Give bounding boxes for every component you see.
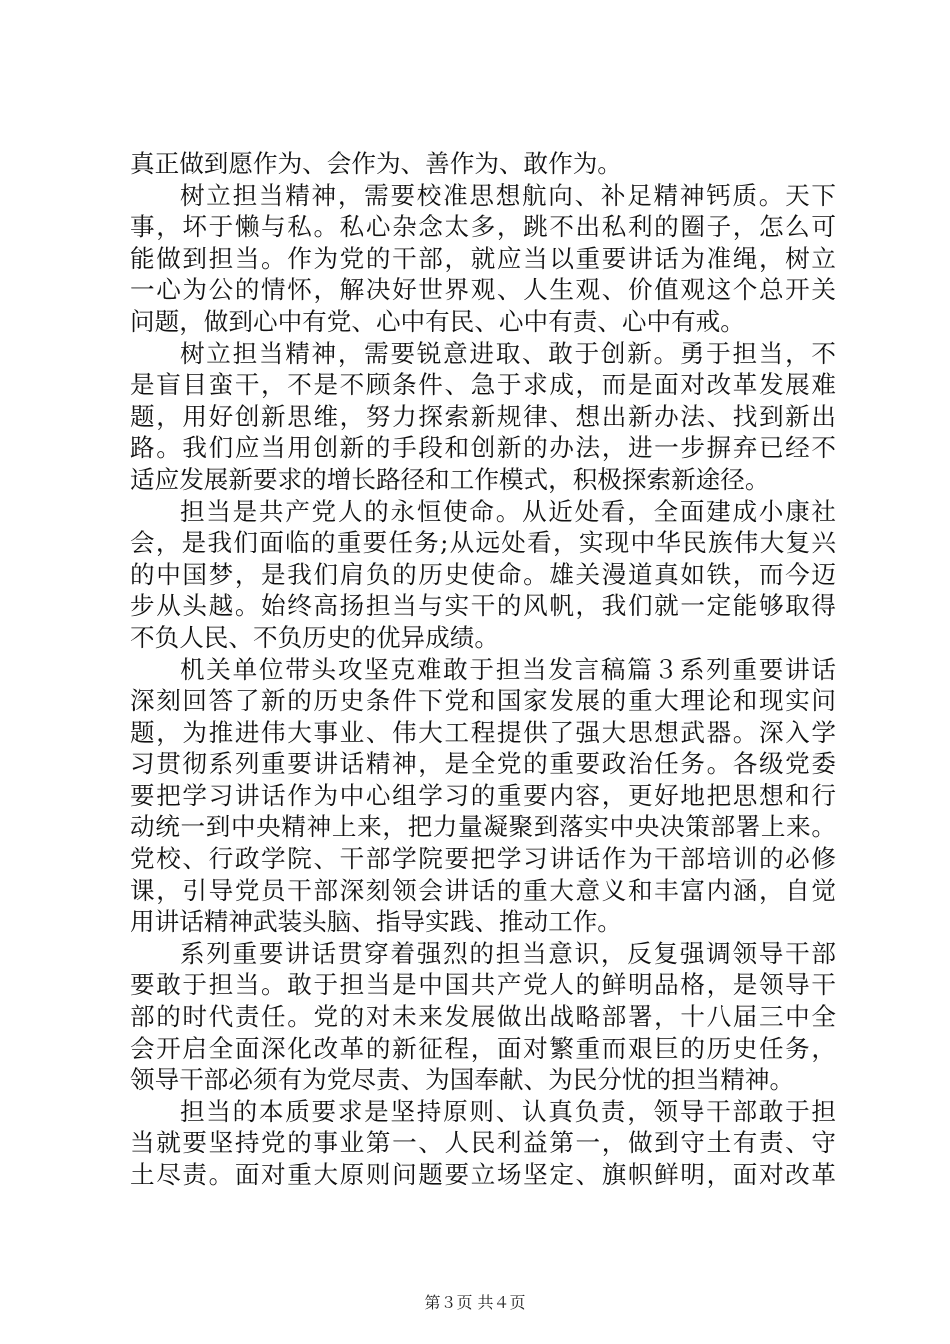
text-line: 要敢于担当。敢于担当是中国共产党人的鲜明品格，是领导干 xyxy=(130,970,836,1000)
text-line: 树立担当精神，需要校准思想航向、补足精神钙质。天下 xyxy=(180,180,836,210)
text-line: 用讲话精神武装头脑、指导实践、推动工作。 xyxy=(130,907,622,937)
text-line: 深刻回答了新的历史条件下党和国家发展的重大理论和现实问 xyxy=(130,686,836,716)
text-line: 题，为推进伟大事业、伟大工程提供了强大思想武器。深入学 xyxy=(130,717,836,747)
text-line: 担当是共产党人的永恒使命。从近处看，全面建成小康社 xyxy=(180,496,836,526)
text-line: 动统一到中央精神上来，把力量凝聚到落实中央决策部署上来。 xyxy=(130,812,836,842)
text-line: 党校、行政学院、干部学院要把学习讲话作为干部培训的必修 xyxy=(130,844,836,874)
text-line: 土尽责。面对重大原则问题要立场坚定、旗帜鲜明，面对改革 xyxy=(130,1160,836,1189)
text-line: 题，用好创新思维，努力探索新规律、想出新办法、找到新出 xyxy=(130,401,836,431)
text-line: 不负人民、不负历史的优异成绩。 xyxy=(130,622,499,652)
text-line: 的中国梦，是我们肩负的历史使命。雄关漫道真如铁，而今迈 xyxy=(130,559,836,589)
text-line: 适应发展新要求的增长路径和工作模式，积极探索新途径。 xyxy=(130,464,770,494)
text-line: 步从头越。始终高扬担当与实干的风帆，我们就一定能够取得 xyxy=(130,591,836,621)
text-line: 路。我们应当用创新的手段和创新的办法，进一步摒弃已经不 xyxy=(130,433,836,463)
text-line: 树立担当精神，需要锐意进取、敢于创新。勇于担当，不 xyxy=(180,338,836,368)
text-line: 真正做到愿作为、会作为、善作为、敢作为。 xyxy=(130,149,622,178)
text-line: 一心为公的情怀，解决好世界观、人生观、价值观这个总开关 xyxy=(130,275,836,305)
page-number: 第３页 共４页 xyxy=(424,1293,526,1312)
text-line: 会开启全面深化改革的新征程，面对繁重而艰巨的历史任务， xyxy=(130,1033,836,1063)
text-line: 问题，做到心中有党、心中有民、心中有责、心中有戒。 xyxy=(130,306,745,336)
text-line: 担当的本质要求是坚持原则、认真负责，领导干部敢于担 xyxy=(180,1096,836,1126)
document-body xyxy=(130,148,836,1191)
text-line: 系列重要讲话贯穿着强烈的担当意识，反复强调领导干部 xyxy=(180,938,836,968)
text-line: 机关单位带头攻坚克难敢于担当发言稿篇３系列重要讲话 xyxy=(180,654,836,684)
text-line: 领导干部必须有为党尽责、为国奉献、为民分忧的担当精神。 xyxy=(130,1065,795,1095)
text-line: 会，是我们面临的重要任务;从远处看，实现中华民族伟大复兴 xyxy=(130,528,836,558)
text-line: 习贯彻系列重要讲话精神，是全党的重要政治任务。各级党委 xyxy=(130,749,836,779)
text-line: 课，引导党员干部深刻领会讲话的重大意义和丰富内涵，自觉 xyxy=(130,875,836,905)
text-line: 当就要坚持党的事业第一、人民利益第一，做到守土有责、守 xyxy=(130,1128,836,1158)
text-line: 要把学习讲话作为中心组学习的重要内容，更好地把思想和行 xyxy=(130,780,836,810)
text-line: 是盲目蛮干，不是不顾条件、急于求成，而是面对改革发展难 xyxy=(130,370,836,400)
text-line: 部的时代责任。党的对未来发展做出战略部署，十八届三中全 xyxy=(130,1002,836,1032)
text-line: 事，坏于懒与私。私心杂念太多，跳不出私利的圈子，怎么可 xyxy=(130,212,836,242)
text-line: 能做到担当。作为党的干部，就应当以重要讲话为准绳，树立 xyxy=(130,243,836,273)
